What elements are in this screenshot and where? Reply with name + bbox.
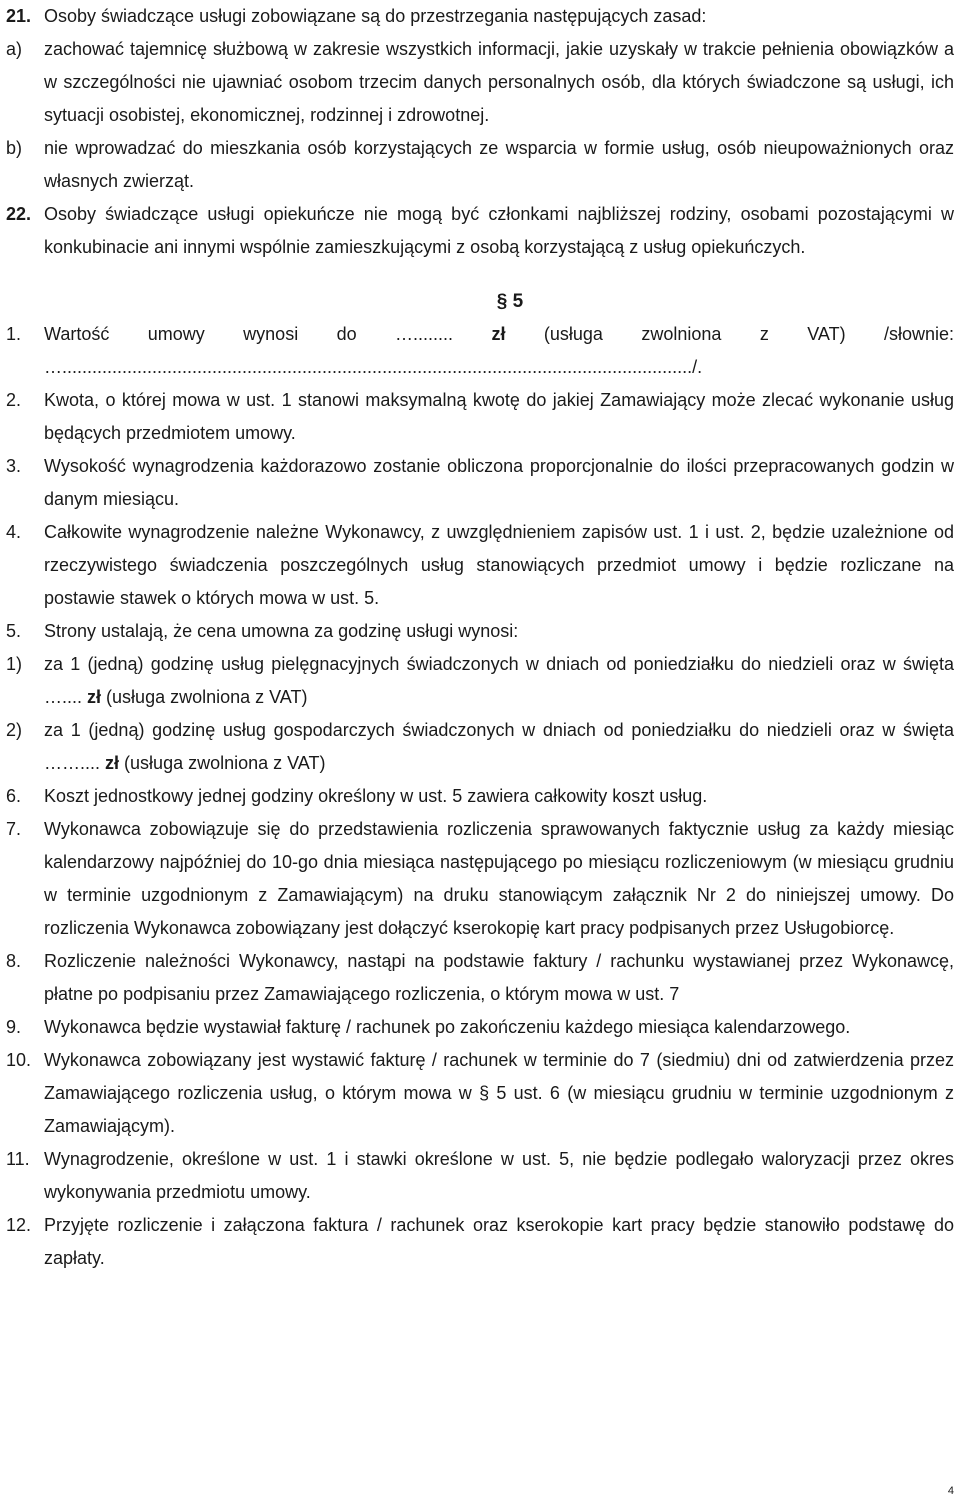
clause-number: 1. <box>6 324 22 344</box>
clause-number: 3. <box>6 456 22 476</box>
clause-number: 6. <box>6 786 22 806</box>
rate-text-end: (usługa zwolniona z VAT) <box>101 687 308 707</box>
clause-4 <box>0 516 960 615</box>
clause-5 <box>0 615 960 648</box>
paragraph-21-a <box>0 33 960 132</box>
clause-number: 2. <box>6 390 22 410</box>
clause-text: Wykonawca zobowiązuje się do przedstawienia rozliczenia sprawowanych faktycznie usług za każdy miesiąc kalendarzowy najpóźniej do 10-go dnia miesiąca następującego po miesiącu rozliczeniowym (w miesiącu grudniu w terminie uzgodnionym z Zamawiającym) na druku stanowiącym załącznik Nr 2 do niniejszej umowy. Do rozliczenia Wykonawca zobowiązany jest dołączyć kserokopię kart pracy podpisanych przez Usługobiorcę. <box>44 819 954 938</box>
clause-12 <box>0 1209 960 1275</box>
clause-1 <box>0 318 960 384</box>
clause-text-start: Wartość umowy wynosi do <box>44 324 396 344</box>
clause-text-end: (usługa zwolniona z VAT) /słownie: <box>505 324 954 344</box>
clause-text: Wykonawca będzie wystawiał fakturę / rachunek po zakończeniu każdego miesiąca kalendarzowego. <box>44 1017 851 1037</box>
clause-5-rate-2 <box>0 714 960 780</box>
clause-text: Strony ustalają, że cena umowna za godzinę usługi wynosi: <box>44 621 519 641</box>
list-item-text: nie wprowadzać do mieszkania osób korzystających ze wsparcia w formie usług, osób nieupoważnionych oraz własnych zwierząt. <box>44 138 954 191</box>
clause-5-rate-1 <box>0 648 960 714</box>
clause-number: 11. <box>6 1149 30 1169</box>
list-marker: 1) <box>6 654 23 674</box>
clause-number: 4. <box>6 522 22 542</box>
clause-10 <box>0 1044 960 1143</box>
clause-2 <box>0 384 960 450</box>
amount-blank: ….... <box>44 687 83 707</box>
clause-text: Kwota, o której mowa w ust. 1 stanowi maksymalną kwotę do jakiej Zamawiający może zlecać wykonanie usług będących przedmiotem umowy. <box>44 390 954 443</box>
list-marker: b) <box>6 138 23 158</box>
clause-11 <box>0 1143 960 1209</box>
page-number: 4 <box>947 1485 954 1497</box>
paragraph-text: Osoby świadczące usługi opiekuńcze nie mogą być członkami najbliższej rodziny, osobami pozostającymi w konkubinacie ani innymi wspólnie zamieszkującymi z osobą korzystającą z usług opiekuńczych. <box>44 204 954 257</box>
clause-number: 12. <box>6 1215 32 1235</box>
rate-text-start: za 1 (jedną) godzinę usług gospodarczych świadczonych w dniach od poniedziałku do niedzieli oraz w święta <box>44 720 954 740</box>
clause-6 <box>0 780 960 813</box>
clause-text: Wynagrodzenie, określone w ust. 1 i stawki określone w ust. 5, nie będzie podlegało waloryzacji przez okres wykonywania przedmiotu umowy. <box>44 1149 954 1202</box>
paragraph-21-b <box>0 132 960 198</box>
clause-3 <box>0 450 960 516</box>
paragraph-text: Osoby świadczące usługi zobowiązane są do przestrzegania następujących zasad: <box>44 6 707 26</box>
clause-text: Wykonawca zobowiązany jest wystawić fakturę / rachunek w terminie do 7 (siedmiu) dni od zatwierdzenia przez Zamawiającego rozliczenia usług, o którym mowa w § 5 ust. 6 (w miesiącu grudniu w terminie uzgodnionym z Zamawiającym). <box>44 1050 954 1136</box>
paragraph-22 <box>0 198 960 264</box>
clause-number: 9. <box>6 1017 22 1037</box>
clause-7 <box>0 813 960 945</box>
currency-label: zł <box>491 324 506 344</box>
amount-blank: …........ <box>395 324 454 344</box>
clause-text: Całkowite wynagrodzenie należne Wykonawcy, z uwzględnieniem zapisów ust. 1 i ust. 2, będzie uzależnione od rzeczywistego świadczenia poszczególnych usług stanowiących przedmiot umowy i będzie rozliczane na postawie stawek o których mowa w ust. 5. <box>44 522 954 608</box>
currency-label: zł <box>105 753 120 773</box>
clause-9 <box>0 1011 960 1044</box>
paragraph-21 <box>0 0 960 33</box>
clause-text: Przyjęte rozliczenie i załączona faktura / rachunek oraz kserokopie kart pracy będzie stanowiło podstawę do zapłaty. <box>44 1215 954 1268</box>
clause-number: 5. <box>6 621 22 641</box>
list-marker: a) <box>6 39 23 59</box>
list-item-text: zachować tajemnicę służbową w zakresie wszystkich informacji, jakie uzyskały w trakcie pełnienia obowiązków a w szczególności nie ujawniać osobom trzecim danych personalnych osób, dla których świadczone są usługi, ich sytuacji osobistej, ekonomicznej, rodzinnej i zdrowotnej. <box>44 39 954 125</box>
paragraph-number: 21. <box>6 6 32 26</box>
list-marker: 2) <box>6 720 23 740</box>
clause-text: Wysokość wynagrodzenia każdorazowo zostanie obliczona proporcjonalnie do ilości przepracowanych godzin w danym miesiącu. <box>44 456 954 509</box>
rate-text-end: (usługa zwolniona z VAT) <box>119 753 326 773</box>
amount-blank: …….... <box>44 753 101 773</box>
section-heading: § 5 <box>496 291 524 312</box>
clause-number: 10. <box>6 1050 32 1070</box>
clause-text: Koszt jednostkowy jednej godziny określony w ust. 5 zawiera całkowity koszt usług. <box>44 786 708 806</box>
clause-text: Rozliczenie należności Wykonawcy, nastąpi na podstawie faktury / rachunku wystawianej przez Wykonawcę, płatne po podpisaniu przez Zamawiającego rozliczenia, o którym mowa w ust. 7 <box>44 951 954 1004</box>
amount-in-words-blank: …............................................................................................................................../. <box>44 357 703 377</box>
rate-text-start: za 1 (jedną) godzinę usług pielęgnacyjnych świadczonych w dniach od poniedziałku do niedzieli oraz w święta <box>44 654 954 674</box>
currency-label: zł <box>87 687 102 707</box>
paragraph-number: 22. <box>6 204 32 224</box>
clause-8 <box>0 945 960 1011</box>
clause-number: 8. <box>6 951 22 971</box>
clause-number: 7. <box>6 819 22 839</box>
